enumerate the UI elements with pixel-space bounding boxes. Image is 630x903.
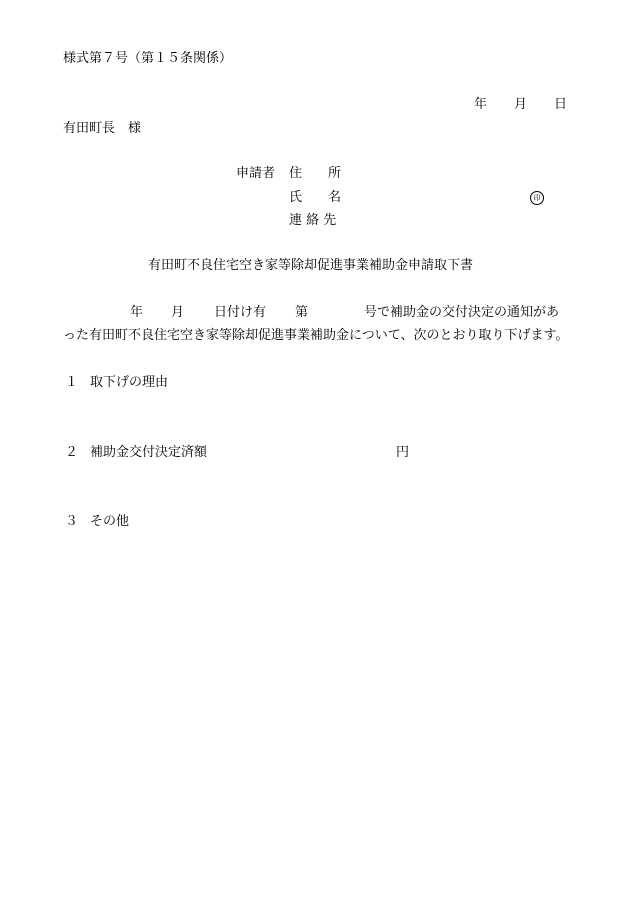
item-unit: 円	[396, 445, 410, 460]
address-label: 住 所	[289, 166, 342, 181]
seal-mark	[530, 189, 544, 205]
date-month: 月	[514, 97, 528, 112]
date-year: 年	[474, 97, 488, 112]
date-day: 日	[554, 97, 568, 112]
body-year: 年	[130, 305, 144, 320]
item-label: その他	[90, 514, 130, 529]
name-label: 氏 名	[289, 190, 342, 205]
addressee: 有田町長 様	[63, 121, 142, 136]
body-line1-rest: 号で補助金の交付決定の通知があ	[364, 305, 560, 320]
form-number: 様式第７号（第１５条関係）	[63, 51, 233, 66]
seal-circle: 印	[530, 191, 544, 205]
applicant-label: 申請者	[236, 166, 276, 181]
body-month: 月	[171, 305, 185, 320]
item-number: ３	[65, 514, 79, 529]
document-title: 有田町不良住宅空き家等除却促進事業補助金申請取下書	[148, 258, 474, 273]
item-number: ２	[65, 445, 79, 460]
body-line2: った有田町不良住宅空き家等除却促進事業補助金について、次のとおり取り下げます。	[63, 328, 569, 343]
body-dai: 第	[295, 305, 309, 320]
item-label: 補助金交付決定済額	[90, 445, 208, 460]
contact-label: 連 絡 先	[289, 213, 337, 228]
item-label: 取下げの理由	[90, 375, 169, 390]
body-date-text: 日付け有	[214, 305, 267, 320]
item-number: １	[65, 375, 79, 390]
